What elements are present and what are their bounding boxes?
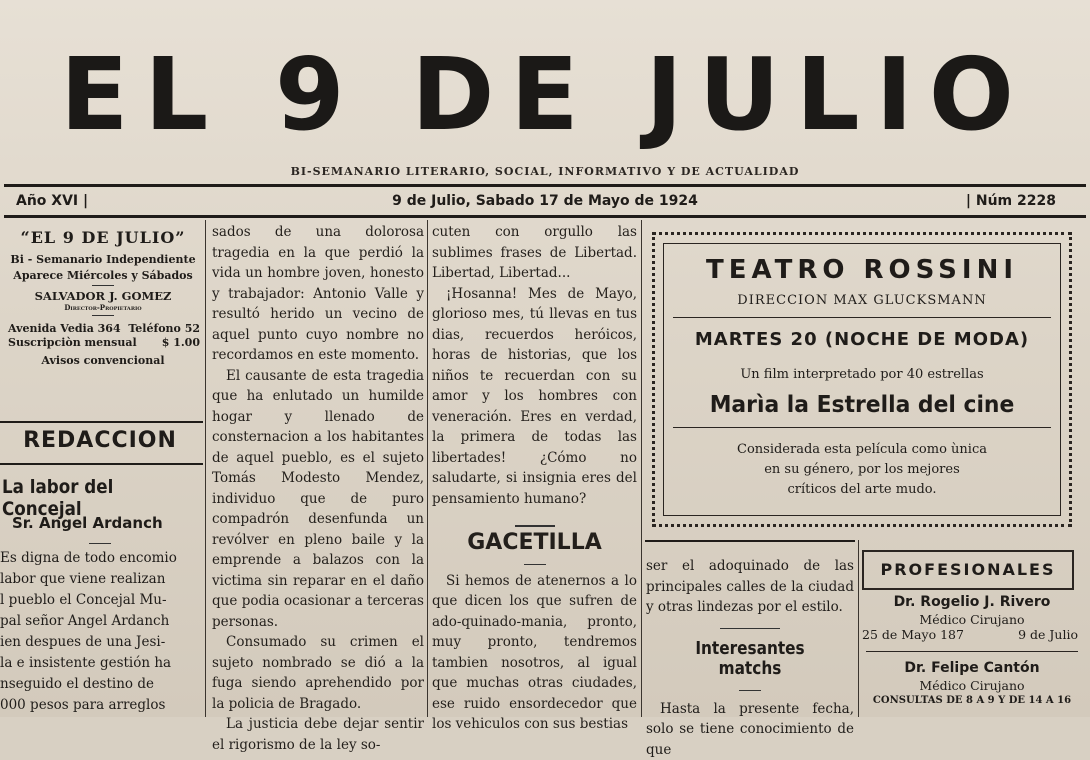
paragraph: ser el adoquinado de las principales calles de la ciudad y otras lindezas por el estilo.: [646, 556, 854, 618]
dateline: [0, 191, 1090, 215]
text-line: nseguido el destino de: [0, 674, 200, 695]
paragraph: El causante de esta tragedia que ha enlutado un humilde hogar y llenado de consternacion a los habitantes de aquel pueblo, es el sujeto Tomás Modesto Mendez, individuo que de puro compadrón desenfunda un revólver en pleno baile y la emprende a balazos con la victima sin reparar en el daño que podia ocasionar a terceras personas.: [212, 366, 424, 633]
doctor-title: Médico Cirujano: [862, 678, 1082, 693]
ad-rule: [673, 317, 1051, 318]
phone: Teléfono 52: [128, 322, 200, 335]
divider: [89, 543, 111, 544]
column-4: [646, 556, 854, 760]
address-row: [4, 322, 202, 336]
divider: [739, 690, 761, 691]
ad-desc-line: en su género, por los mejores: [655, 460, 1069, 480]
text-line: pal señor Angel Ardanch: [0, 611, 200, 632]
ad-film-title: Marìa la Estrella del cine: [665, 392, 1058, 418]
dateline-number: | Núm 2228: [966, 193, 1056, 209]
profesionales-heading: PROFESIONALES: [864, 552, 1072, 588]
ads-note: Avisos convencional: [4, 354, 202, 367]
doctor-title: Médico Cirujano: [862, 612, 1082, 627]
text-line: l pueblo el Concejal Mu-: [0, 590, 200, 611]
ad-direction: DIRECCION MAX GLUCKSMANN: [655, 293, 1069, 308]
profesionales-listing: [862, 594, 1082, 706]
doctor-name: Dr. Rogelio J. Rivero: [862, 594, 1082, 610]
paragraph: sados de una dolorosa tragedia en la que perdió la vida un hombre joven, honesto y trabajador: Antonio Valle y resultó herido un vecino de aquel punto cuyo nombre no recordamos en este momento.: [212, 222, 424, 366]
subscription-row: [4, 336, 202, 350]
gacetilla-heading: GACETILLA: [432, 533, 637, 554]
divider: [866, 651, 1078, 652]
ad-description: [655, 440, 1069, 500]
matchs-heading: Interesantes matchs: [662, 639, 839, 680]
text-line: Es digna de todo encomio: [0, 548, 200, 569]
paragraph: La justicia debe dejar sentir el rigorismo de la ley so-: [212, 714, 424, 755]
director-name: SALVADOR J. GOMEZ: [4, 289, 202, 303]
address: Avenida Vedia 364: [8, 322, 121, 335]
ad-date-line: MARTES 20 (NOCHE DE MODA): [655, 329, 1069, 350]
masthead-subtitle: BI-SEMANARIO LITERARIO, SOCIAL, INFORMATIVO Y DE ACTUALIDAD: [0, 165, 1090, 178]
ad-rule: [673, 427, 1051, 428]
column-rule: [205, 220, 206, 717]
text-line: la e insistente gestión ha: [0, 653, 200, 674]
paragraph: Hasta la presente fecha, solo se tiene conocimiento de que: [646, 699, 854, 760]
divider: [515, 525, 555, 527]
doctor-address-row: [862, 627, 1082, 645]
info-box-line2: Aparece Miércoles y Sábados: [4, 269, 202, 282]
text-line: 000 pesos para arreglos: [0, 695, 200, 716]
paragraph: Consumado su crimen el sujeto nombrado se dió a la fuga siendo aprehendido por la policia de Bragado.: [212, 632, 424, 714]
dateline-year: Año XVI |: [16, 193, 88, 209]
text-line: labor que viene realizan: [0, 569, 200, 590]
divider: [92, 315, 114, 316]
column-rule: [645, 540, 855, 542]
subscription-label: Suscripciòn mensual: [8, 336, 137, 349]
teatro-rossini-ad: [652, 232, 1072, 527]
dateline-date: 9 de Julio, Sabado 17 de Mayo de 1924: [0, 193, 1090, 209]
redaccion-rule: [0, 421, 203, 423]
director-title: Director-Propietario: [4, 303, 202, 312]
doctor-name: Dr. Felipe Cantón: [862, 660, 1082, 676]
doctor-city: 9 de Julio: [1018, 627, 1078, 642]
ad-title: TEATRO ROSSINI: [655, 255, 1069, 285]
paragraph: cuten con orgullo las sublimes frases de Libertad. Libertad, Libertad...: [432, 222, 637, 284]
column-rule: [858, 540, 859, 717]
text-line: ien despues de una Jesi-: [0, 632, 200, 653]
masthead-title: EL 9 DE JULIO: [0, 40, 1090, 150]
redaccion-rule: [0, 463, 203, 465]
divider: [720, 628, 780, 629]
top-rule: [4, 184, 1086, 187]
doctor-hours: CONSULTAS DE 8 A 9 Y DE 14 A 16: [862, 695, 1082, 706]
column-2: [212, 222, 424, 717]
paragraph: Si hemos de atenernos a lo que dicen los que sufren de ado-quinado-mania, pronto, muy pronto, tendremos tambien nosotros, al igual que muchas otras ciudades, ese ruido ensordecedor que los vehiculos con sus bestias: [432, 571, 637, 735]
column-3: [432, 222, 637, 717]
redaccion-heading: REDACCION: [0, 428, 200, 453]
ad-desc-line: Considerada esta película como ùnica: [655, 440, 1069, 460]
column-rule: [427, 220, 428, 717]
redaccion-text: [0, 540, 200, 716]
info-box-name: “EL 9 DE JULIO”: [4, 228, 202, 247]
info-box: [4, 228, 202, 367]
info-box-line1: Bi - Semanario Independiente: [4, 253, 202, 266]
profesionales-box: [862, 550, 1074, 590]
divider: [524, 564, 546, 565]
redaccion-article-subtitle: Sr. Angel Ardanch: [12, 514, 202, 532]
paragraph: ¡Hosanna! Mes de Mayo, glorioso mes, tú llevas en tus dias, recuerdos heróicos, horas de historias, que los niños te recuerdan con su amor y los hombres con veneración. Eres en verdad, la primera de todas las libertades! ¿Cómo no saludarte, si insignia eres del pensamiento humano?: [432, 284, 637, 510]
subscription-value: $ 1.00: [162, 336, 200, 349]
ad-desc-line: críticos del arte mudo.: [655, 480, 1069, 500]
divider: [92, 285, 114, 286]
redaccion-article-title: La labor del Concejal: [2, 476, 178, 520]
column-rule: [641, 220, 642, 717]
ad-film-intro: Un film interpretado por 40 estrellas: [655, 367, 1069, 382]
doctor-address: 25 de Mayo 187: [862, 627, 964, 642]
dateline-rule: [4, 215, 1086, 218]
